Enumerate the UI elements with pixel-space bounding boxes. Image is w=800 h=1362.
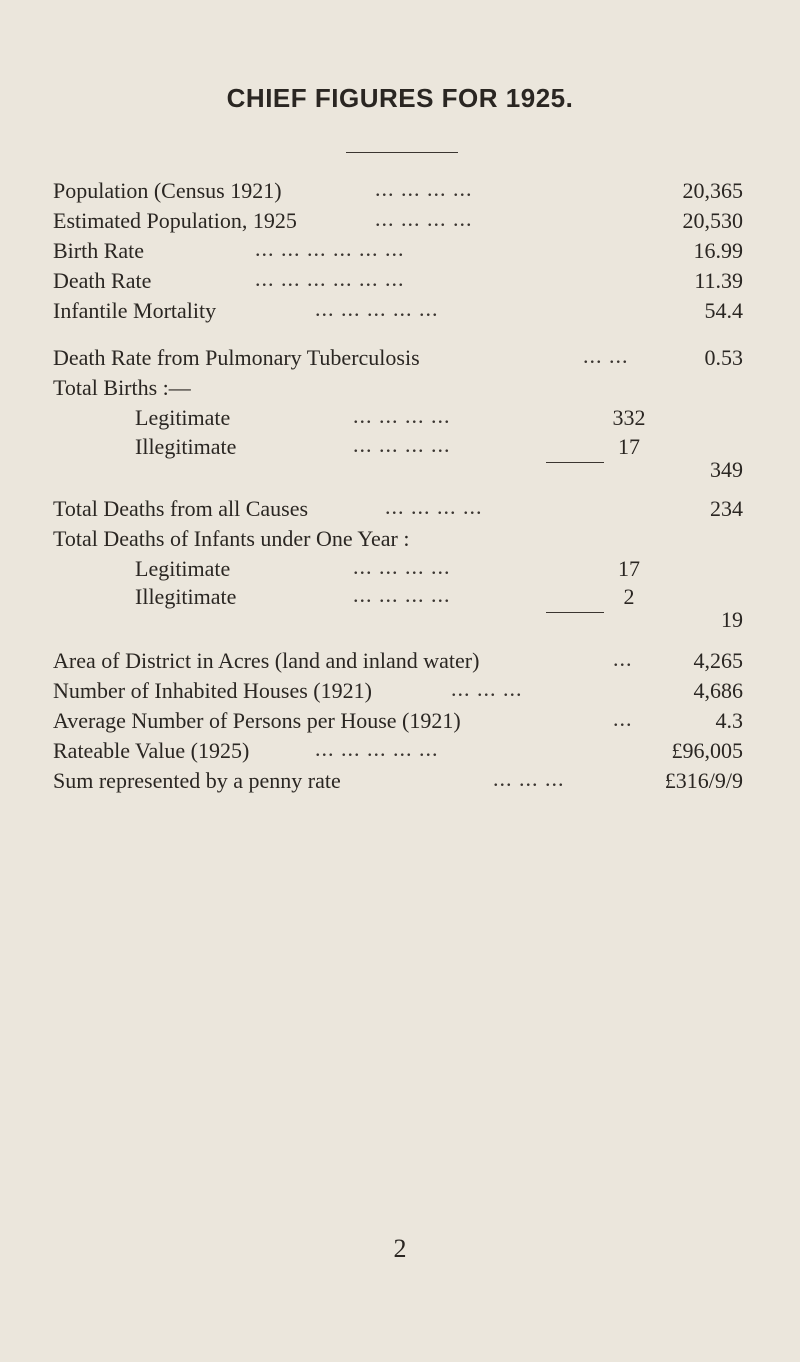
row-label: Total Deaths from all Causes xyxy=(53,496,309,521)
row-subvalue: 332 xyxy=(612,405,646,430)
row-death-rate xyxy=(53,266,743,296)
leader-dots: ... ... ... ... xyxy=(375,206,473,231)
leader-dots: ... ... ... xyxy=(493,766,565,791)
row-value: 54.4 xyxy=(704,298,743,323)
row-label: Death Rate xyxy=(53,268,152,293)
leader-dots: ... ... ... xyxy=(451,676,523,701)
row-label: Sum represented by a penny rate xyxy=(53,768,341,793)
row-inhabited-houses xyxy=(53,676,743,706)
row-label: Infantile Mortality xyxy=(53,298,217,323)
row-label: Illegitimate xyxy=(135,434,237,459)
row-label: Illegitimate xyxy=(135,584,237,609)
row-value: 349 xyxy=(710,457,743,482)
row-total-deaths xyxy=(53,494,743,524)
leader-dots: ... ... ... ... ... xyxy=(315,736,439,761)
row-label: Legitimate xyxy=(135,556,231,581)
row-births-legitimate xyxy=(53,403,743,433)
row-label: Average Number of Persons per House (1921) xyxy=(53,708,461,733)
row-value: 4,265 xyxy=(693,648,743,673)
page-title: CHIEF FIGURES FOR 1925. xyxy=(226,83,574,113)
leader-dots: ... ... ... ... xyxy=(375,176,473,201)
row-rateable-value xyxy=(53,736,743,766)
row-estimated-population xyxy=(53,206,743,236)
row-infantile-mortality xyxy=(53,296,743,326)
leader-dots: ... ... ... ... xyxy=(353,403,451,428)
row-label: Area of District in Acres (land and inland water) xyxy=(53,648,480,673)
leader-dots: ... ... ... ... ... ... xyxy=(255,236,405,261)
leader-dots: ... xyxy=(613,706,633,731)
leader-dots: ... xyxy=(613,646,633,671)
row-area xyxy=(53,646,743,676)
row-value: 20,530 xyxy=(682,208,743,233)
row-total-births xyxy=(53,373,743,403)
row-births-total xyxy=(53,455,743,485)
row-value: 0.53 xyxy=(704,345,743,370)
row-subvalue: 17 xyxy=(618,434,640,459)
row-subvalue: 17 xyxy=(618,556,640,581)
row-tb-death-rate xyxy=(53,343,743,373)
row-value: 19 xyxy=(721,607,743,632)
row-label: Estimated Population, 1925 xyxy=(53,208,297,233)
row-birth-rate xyxy=(53,236,743,266)
row-label: Death Rate from Pulmonary Tuberculosis xyxy=(53,345,420,370)
leader-dots: ... ... xyxy=(583,343,629,368)
row-infant-deaths xyxy=(53,524,743,554)
leader-dots: ... ... ... ... xyxy=(385,494,483,519)
page-number: 2 xyxy=(393,1234,407,1263)
row-label: Population (Census 1921) xyxy=(53,178,282,203)
leader-dots: ... ... ... ... ... xyxy=(315,296,439,321)
row-value: 4.3 xyxy=(715,708,743,733)
row-label: Rateable Value (1925) xyxy=(53,738,250,763)
row-value: £316/9/9 xyxy=(664,768,743,793)
row-penny-rate xyxy=(53,766,743,796)
row-label: Total Deaths of Infants under One Year : xyxy=(53,526,410,551)
row-value: 16.99 xyxy=(693,238,743,263)
row-value: 20,365 xyxy=(682,178,743,203)
row-value: 234 xyxy=(710,496,743,521)
row-population xyxy=(53,176,743,206)
leader-dots: ... ... ... ... xyxy=(353,554,451,579)
row-infant-total xyxy=(53,605,743,635)
row-label: Birth Rate xyxy=(53,238,145,263)
row-value: 4,686 xyxy=(693,678,743,703)
row-persons-per-house xyxy=(53,706,743,736)
row-label: Total Births :— xyxy=(53,375,191,400)
leader-dots: ... ... ... ... ... ... xyxy=(255,266,405,291)
row-value: £96,005 xyxy=(671,738,743,763)
row-value: 11.39 xyxy=(694,268,743,293)
title-underline xyxy=(346,152,458,153)
leader-dots: ... ... ... ... xyxy=(353,432,451,457)
row-subvalue: 2 xyxy=(623,584,635,609)
leader-dots: ... ... ... ... xyxy=(353,582,451,607)
row-label: Legitimate xyxy=(135,405,231,430)
row-label: Number of Inhabited Houses (1921) xyxy=(53,678,372,703)
